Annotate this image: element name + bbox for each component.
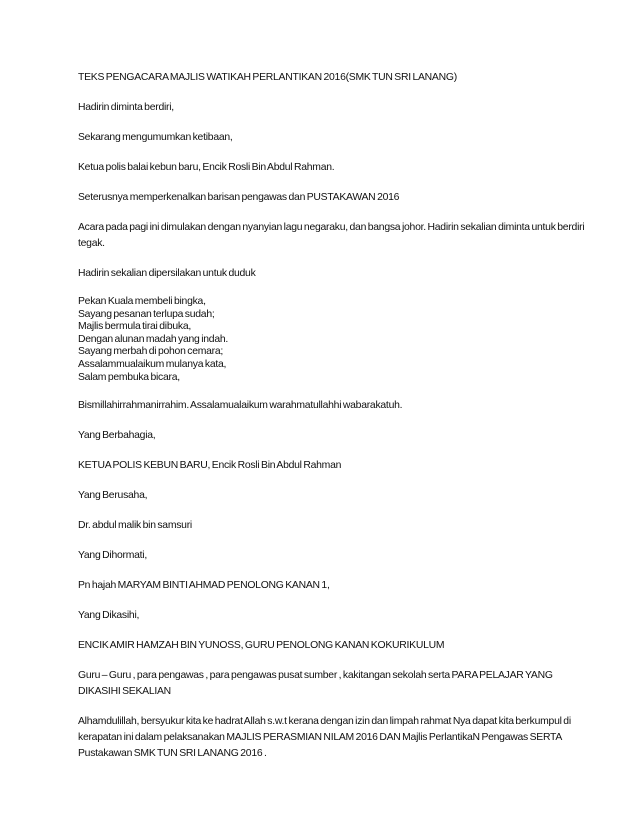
pantun-line: Dengan alunan madah yang indah. bbox=[78, 333, 229, 345]
paragraph-announce: Sekarang mengumumkan ketibaan, bbox=[78, 132, 233, 143]
paragraph-police-chief: Ketua polis balai kebun baru, Encik Rosli Bin Abdul Rahman. bbox=[78, 162, 335, 173]
paragraph-bismillah: Bismillahirrahmanirrahim. Assalamualaikum warahmatullahhi wabarakatuh. bbox=[78, 400, 403, 412]
paragraph-introduce: Seterusnya memperkenalkan barisan pengawas dan PUSTAKAWAN 2016 bbox=[78, 192, 400, 203]
pantun-line: Sayang pesanan terlupa sudah; bbox=[78, 308, 215, 320]
document-title: TEKS PENGACARA MAJLIS WATIKAH PERLANTIKAN 2016(SMK TUN SRI LANANG) bbox=[78, 72, 457, 83]
name-police-chief: KETUA POLIS KEBUN BARU, Encik Rosli Bin Abdul Rahman bbox=[78, 460, 342, 472]
name-cocurriculum-assistant: ENCIK AMIR HAMZAH BIN YUNOSS, GURU PENOLONG KANAN KOKURIKULUM bbox=[78, 640, 445, 652]
paragraph-audience: Guru – Guru , para pengawas , para pengawas pusat sumber , kakitangan sekolah serta PARA PELAJAR YANG DIKASIHI SEKALIAN bbox=[78, 670, 553, 698]
pantun-line: Sayang merbah di pohon cemara; bbox=[78, 346, 224, 358]
pantun-line: Salam pembuka bicara, bbox=[78, 371, 180, 383]
paragraph-sit: Hadirin sekalian dipersilakan untuk duduk bbox=[78, 268, 256, 279]
pantun-line: Pekan Kuala membeli bingka, bbox=[78, 296, 206, 307]
salutation-berbahagia: Yang Berbahagia, bbox=[78, 430, 156, 442]
pantun-block bbox=[78, 296, 588, 384]
name-senior-assistant: Pn hajah MARYAM BINTI AHMAD PENOLONG KANAN 1, bbox=[78, 580, 330, 592]
document-page bbox=[78, 70, 588, 776]
paragraph-stand: Hadirin diminta berdiri, bbox=[78, 102, 174, 113]
name-principal: Dr. abdul malik bin samsuri bbox=[78, 520, 192, 532]
paragraph-anthem: Acara pada pagi ini dimulakan dengan nyanyian lagu negaraku, dan bangsa johor. Hadirin sekalian diminta untuk berdiri tegak. bbox=[78, 222, 585, 249]
salutation-dihormati: Yang Dihormati, bbox=[78, 550, 147, 562]
salutation-dikasihi: Yang Dikasihi, bbox=[78, 610, 140, 622]
pantun-line: Assalammualaikum mulanya kata, bbox=[78, 358, 227, 370]
paragraph-alhamdulillah: Alhamdulillah, bersyukur kita ke hadrat Allah s.w.t kerana dengan izin dan limpah rahmat Nya dapat kita berkumpul di kerapatan ini dalam pelaksanakan MAJLIS PERASMIAN NILAM 2016 DAN Majlis PerlantikaN Pengawas SERTA Pustakawan SMK TUN SRI LANANG 2016 . bbox=[78, 716, 571, 760]
salutation-berusaha: Yang Berusaha, bbox=[78, 490, 148, 502]
pantun-line: Majlis bermula tirai dibuka, bbox=[78, 321, 192, 333]
